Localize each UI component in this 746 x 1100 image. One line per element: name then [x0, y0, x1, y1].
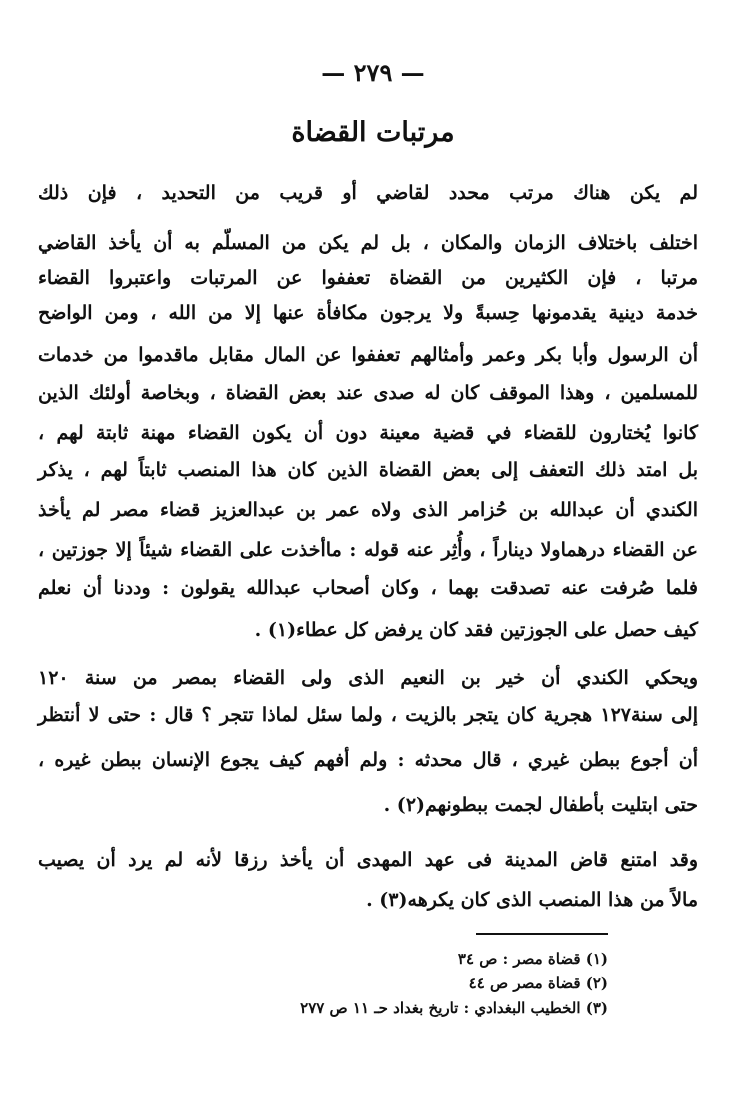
page-title: مرتبات القضاة — [291, 117, 455, 148]
paragraph-2-line-3: أن أجوع ببطن غيري ، قال محدثه : ولم أفهم كيف يجوع الإنسان ببطن غيره ، — [38, 749, 698, 771]
paragraph-2-line-1: ويحكي الكندي أن خير بن النعيم الذى ولى القضاء بمصر من سنة ١٢٠ — [38, 667, 698, 689]
paragraph-1-line-11: فلما صُرفت عنه تصدقت بهما ، وكان أصحاب عبدالله يقولون : وددنا أن نعلم — [38, 577, 698, 599]
paragraph-2-line-4: حتى ابتليت بأطفال لجمت ببطونهم(٢) . — [383, 794, 698, 816]
paragraph-1-line-9: الكندي أن عبدالله بن حُزامر الذى ولاه عمر بن عبدالعزيز قضاء مصر لم يأخذ — [38, 499, 698, 521]
footnote-1: (١) قضاة مصر : ص ٣٤ — [457, 950, 608, 968]
footnote-2: (٢) قضاة مصر ص ٤٤ — [468, 974, 608, 992]
paragraph-3-line-2: مالاً من هذا المنصب الذى كان يكرهه(٣) . — [366, 889, 698, 911]
page-number: — ٢٧٩ — — [321, 58, 425, 87]
paragraph-3-line-1: وقد امتنع قاض المدينة فى عهد المهدى أن يأخذ رزقا لأنه لم يرد أن يصيب — [38, 849, 698, 871]
paragraph-1-line-7: كانوا يُختارون للقضاء في قضية معينة دون أن يكون القضاء مهنة ثابتة لهم ، — [38, 422, 698, 444]
footnote-3: (٣) الخطيب البغدادي : تاريخ بغداد حـ ١١ ص ٢٧٧ — [300, 999, 608, 1017]
paragraph-1-line-5: أن الرسول وأبا بكر وعمر وأمثالهم تعففوا عن المال مقابل ماقدموا من خدمات — [38, 344, 698, 366]
paragraph-1-line-3: مرتبا ، فإن الكثيرين من القضاة تعففوا عن المرتبات واعتبروا القضاء — [38, 267, 698, 289]
paragraph-1-line-6: للمسلمين ، وهذا الموقف كان له صدى عند بعض القضاة ، وبخاصة أولئك الذين — [38, 382, 698, 404]
paragraph-1-line-8: بل امتد ذلك التعفف إلى بعض القضاة الذين كان هذا المنصب ثابتاً لهم ، يذكر — [38, 459, 698, 481]
paragraph-1-line-10: عن القضاء درهماولا ديناراً ، وأُثِر عنه قوله : ماأخذت على القضاء شيئاً إلا جوزتين ، — [38, 539, 698, 561]
paragraph-1-line-1: لم يكن هناك مرتب محدد لقاضي أو قريب من التحديد ، فإن ذلك — [38, 182, 698, 204]
paragraph-1-line-12: كيف حصل على الجوزتين فقد كان يرفض كل عطاء(١) . — [254, 619, 698, 641]
paragraph-2-line-2: إلى سنة١٢٧ هجرية كان يتجر بالزيت ، ولما سئل لماذا تتجر ؟ قال : حتى لا أنتظر — [38, 704, 698, 726]
paragraph-1-line-2: اختلف باختلاف الزمان والمكان ، بل لم يكن من المسلّم به أن يأخذ القاضي — [38, 232, 698, 254]
paragraph-1-line-4: خدمة دينية يقدمونها حِسبةً ولا يرجون مكافأة عنها إلا من الله ، ومن الواضح — [38, 302, 698, 324]
footnote-separator — [476, 933, 608, 935]
